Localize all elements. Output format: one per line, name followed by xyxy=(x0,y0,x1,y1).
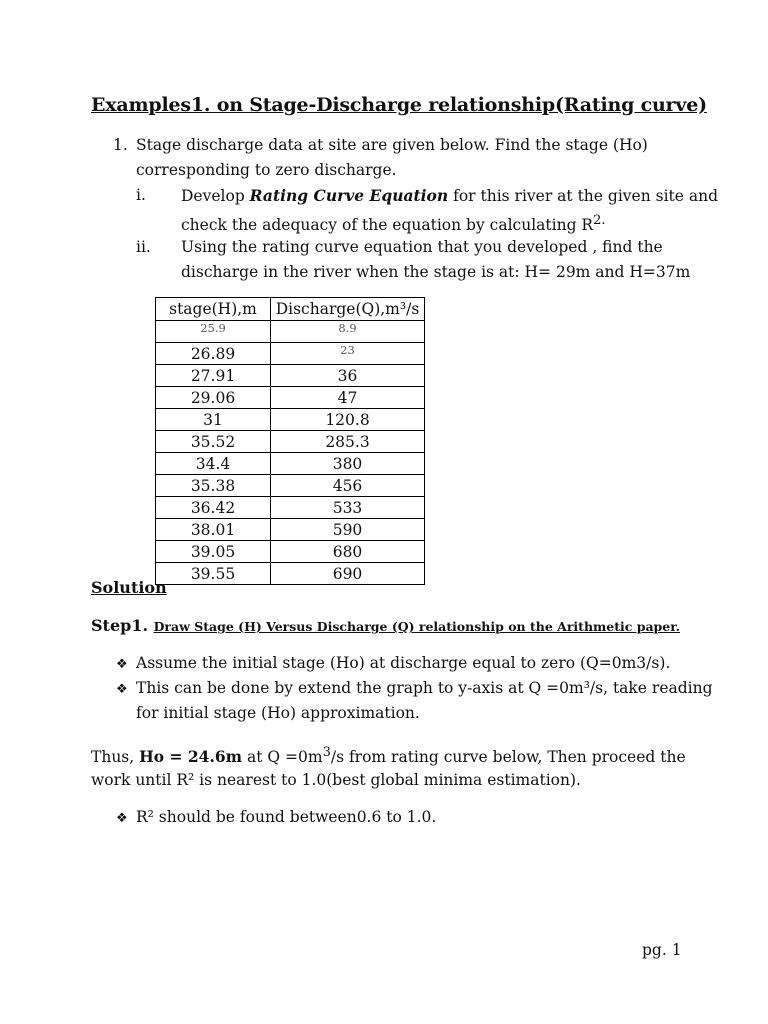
table-header-row xyxy=(156,298,425,321)
table-row xyxy=(156,541,425,563)
stage-cell: 27.91 xyxy=(156,365,271,387)
subquestion-ii-line2: discharge in the river when the stage is at: H= 29m and H=37m xyxy=(181,263,691,281)
stage-cell: 39.55 xyxy=(156,563,271,585)
discharge-cell: 47 xyxy=(271,387,425,409)
bullet-text: This can be done by extend the graph to y-axis at Q =0m³/s, take reading xyxy=(136,679,713,697)
page-number: pg. 1 xyxy=(642,941,682,959)
table-row xyxy=(156,431,425,453)
stage-cell: 26.89 xyxy=(156,343,271,365)
table-row xyxy=(156,497,425,519)
thus-paragraph-line1 xyxy=(91,745,686,766)
bullet-item xyxy=(116,808,436,826)
stage-cell: 38.01 xyxy=(156,519,271,541)
diamond-bullet-icon: ❖ xyxy=(116,657,128,672)
step1-separator: . xyxy=(142,616,154,635)
discharge-cell: 533 xyxy=(271,497,425,519)
discharge-cell: 690 xyxy=(271,563,425,585)
table-header-discharge: Discharge(Q),m³/s xyxy=(271,298,425,321)
question-text-line1: Stage discharge data at site are given below. Find the stage (Ho) xyxy=(136,136,648,154)
bullet-item xyxy=(116,654,670,672)
bullet-text: R² should be found between0.6 to 1.0. xyxy=(136,808,437,826)
subquestion-i-line1 xyxy=(181,186,718,205)
discharge-cell: 456 xyxy=(271,475,425,497)
solution-heading: Solution xyxy=(91,578,167,597)
r-squared-superscript: 2. xyxy=(593,213,606,228)
subquestion-i-suffix: for this river at the given site and xyxy=(448,187,718,205)
step1-line xyxy=(91,616,680,635)
table-header-stage: stage(H),m xyxy=(156,298,271,321)
cubic-superscript: 3 xyxy=(322,745,331,760)
question-number: 1. xyxy=(113,136,128,154)
step1-label: Step1 xyxy=(91,616,143,635)
discharge-cell: 590 xyxy=(271,519,425,541)
thus-mid: at Q =0m xyxy=(242,748,323,766)
stage-cell: 25.9 xyxy=(156,321,271,343)
stage-discharge-table xyxy=(155,297,425,585)
table-row xyxy=(156,453,425,475)
table-row xyxy=(156,387,425,409)
stage-cell: 29.06 xyxy=(156,387,271,409)
ho-value: Ho = 24.6m xyxy=(139,747,243,766)
stage-cell: 35.38 xyxy=(156,475,271,497)
question-text-line2: corresponding to zero discharge. xyxy=(136,161,397,179)
subquestion-i-number: i. xyxy=(136,186,146,204)
table-row xyxy=(156,321,425,343)
subquestion-i-line2 xyxy=(181,213,606,234)
discharge-cell: 8.9 xyxy=(271,321,425,343)
diamond-bullet-icon: ❖ xyxy=(116,811,128,826)
discharge-cell: 380 xyxy=(271,453,425,475)
rating-curve-equation-emphasis: Rating Curve Equation xyxy=(249,186,449,205)
table-row xyxy=(156,475,425,497)
table-row xyxy=(156,409,425,431)
stage-cell: 36.42 xyxy=(156,497,271,519)
discharge-cell: 120.8 xyxy=(271,409,425,431)
discharge-cell: 23 xyxy=(271,343,425,365)
subquestion-i-prefix: Develop xyxy=(181,187,250,205)
subquestion-ii-number: ii. xyxy=(136,238,151,256)
table-row xyxy=(156,563,425,585)
page-title: Examples1. on Stage-Discharge relationship(Rating curve) xyxy=(91,94,707,116)
diamond-bullet-icon: ❖ xyxy=(116,682,128,697)
thus-suffix: /s from rating curve below, Then proceed the xyxy=(330,748,686,766)
bullet-item xyxy=(116,679,713,697)
subquestion-i-line2-text: check the adequacy of the equation by calculating R xyxy=(181,216,594,234)
stage-cell: 39.05 xyxy=(156,541,271,563)
step1-description: Draw Stage (H) Versus Discharge (Q) relationship on the Arithmetic paper. xyxy=(153,619,681,634)
table-row xyxy=(156,343,425,365)
thus-prefix: Thus, xyxy=(91,748,140,766)
stage-cell: 31 xyxy=(156,409,271,431)
discharge-cell: 285.3 xyxy=(271,431,425,453)
discharge-cell: 680 xyxy=(271,541,425,563)
bullet-continuation: for initial stage (Ho) approximation. xyxy=(136,704,420,722)
discharge-cell: 36 xyxy=(271,365,425,387)
thus-paragraph-line2: work until R² is nearest to 1.0(best global minima estimation). xyxy=(91,771,581,789)
subquestion-ii-line1: Using the rating curve equation that you developed , find the xyxy=(181,238,663,256)
stage-cell: 35.52 xyxy=(156,431,271,453)
bullet-text: Assume the initial stage (Ho) at discharge equal to zero (Q=0m3/s). xyxy=(136,654,671,672)
stage-cell: 34.4 xyxy=(156,453,271,475)
table-row xyxy=(156,365,425,387)
table-row xyxy=(156,519,425,541)
